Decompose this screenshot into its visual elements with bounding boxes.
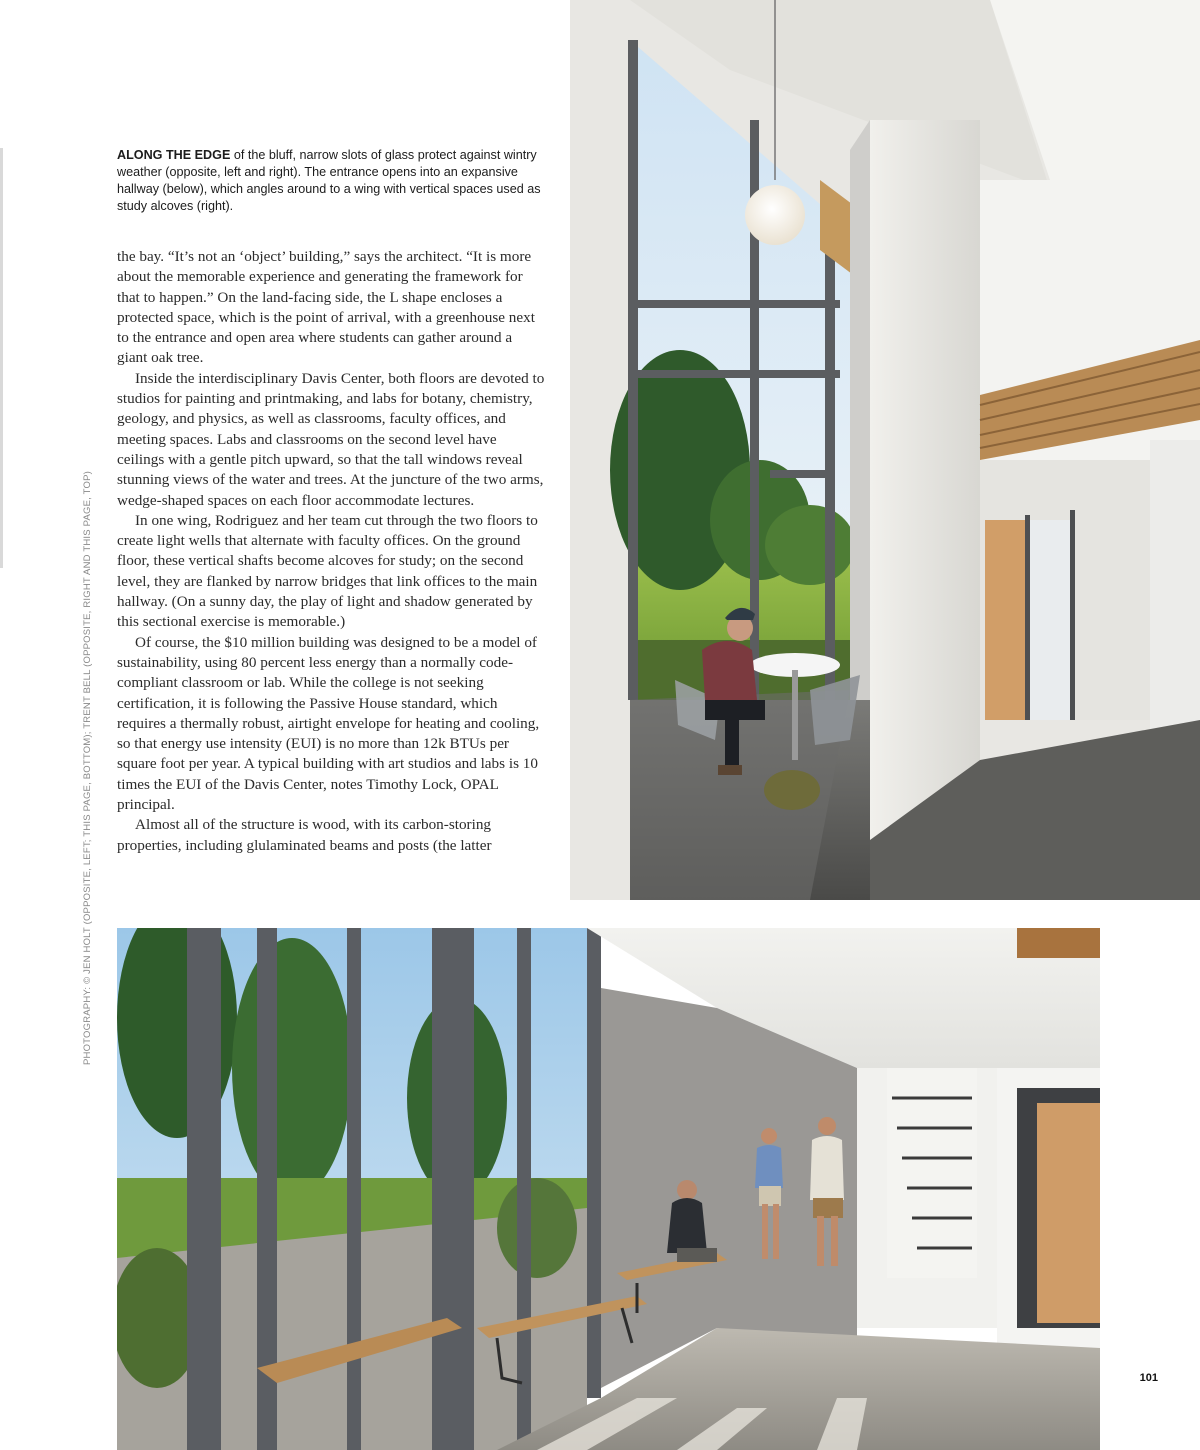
article-paragraph: Inside the interdisciplinary Davis Center, both floors are devoted to studios for painting and printmaking, and labs for botany, chemistry, geology, and physics, as well as classrooms, faculty offices, and meeting spaces. Labs and classrooms on the second level have ceilings with a gentle pitch upward, so that the tall windows reveal stunning views of the water and trees. At the juncture of the two arms, wedge-shaped spaces on each floor accommodate lectures. xyxy=(117,369,545,509)
article-body xyxy=(117,247,545,856)
article-paragraph: In one wing, Rodriguez and her team cut through the two floors to create light wells that alternate with faculty offices. On the ground floor, these vertical shafts become alcoves for study; on the second level, they are flanked by narrow bridges that link offices to the main hallway. (On a sunny day, the play of light and shadow generated by this sectional exercise is memorable.) xyxy=(117,511,538,631)
article-paragraph: the bay. “It’s not an ‘object’ building,” says the architect. “It is more about the memorable experience and generating the framework for that to happen.” On the land-facing side, the L shape encloses a protected space, which is the point of arrival, with a greenhouse next to the entrance and open area where students can gather around a giant oak tree. xyxy=(117,248,535,367)
caption-text: of the bluff, narrow slots of glass protect against wintry weather (opposite, left and right). The entrance opens into an expansive hallway (below), which angles around to a wing with vertical spaces used as study alcoves (right). xyxy=(117,148,541,213)
photo-study-alcove xyxy=(570,0,1200,900)
photo-credit: PHOTOGRAPHY: © JEN HOLT (OPPOSITE, LEFT; THIS PAGE, BOTTOM); TRENT BELL (OPPOSITE, RIGHT AND THIS PAGE, TOP) xyxy=(82,471,93,1065)
article-paragraph: Of course, the $10 million building was designed to be a model of sustainability, using 80 percent less energy than a normally code-compliant classroom or lab. While the college is not seeking certification, it is following the Passive House standard, which requires a thermally robust, airtight envelope for heating and cooling, so that energy use intensity (EUI) is no more than 12k BTUs per square foot per year. A typical building with art studios and labs is 10 times the EUI of the Davis Center, notes Timothy Lock, OPAL principal. xyxy=(117,633,540,814)
page-edge-marker xyxy=(0,148,3,568)
photo-hallway xyxy=(117,928,1100,1450)
caption-lead: ALONG THE EDGE xyxy=(117,148,231,162)
page-number: 101 xyxy=(1139,1372,1158,1384)
article-paragraph: Almost all of the structure is wood, with its carbon-storing properties, including glulaminated beams and posts (the latter xyxy=(117,816,492,854)
photo-caption xyxy=(117,147,547,215)
